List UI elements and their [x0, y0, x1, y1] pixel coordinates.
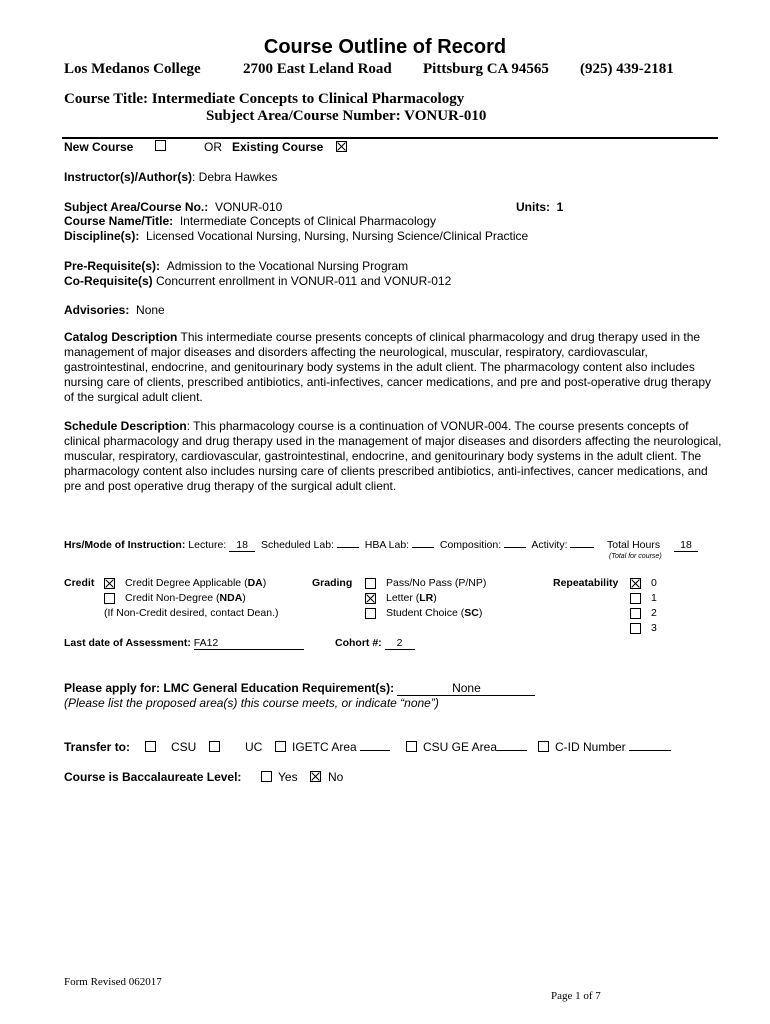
repeat-2-label: 2: [651, 607, 657, 619]
units-value: 1: [556, 200, 564, 214]
composition-label: Composition:: [439, 539, 502, 551]
advisories-label: Advisories:: [64, 303, 130, 317]
ge-note: (Please list the proposed area(s) this course meets, or indicate “none”): [64, 696, 439, 710]
cohort-label: Cohort #:: [335, 637, 382, 649]
total-hours-note: (Total for course): [609, 553, 662, 560]
activity-label: Activity:: [531, 539, 568, 551]
repeat-0-label: 0: [651, 577, 657, 589]
hours-label: Hrs/Mode of Instruction:: [64, 539, 186, 551]
course-name-value: Intermediate Concepts of Clinical Pharmacology: [179, 214, 436, 228]
instructor-value: : Debra Hawkes: [192, 170, 278, 184]
schedule-label: Schedule Description: [64, 419, 187, 433]
advisories-value: None: [136, 303, 165, 317]
transfer-csuge-label: CSU GE Area: [423, 740, 498, 754]
grading-letter-label: Letter (LR): [386, 592, 437, 604]
cohort-value[interactable]: 2: [385, 638, 415, 650]
grading-pnp-checkbox[interactable]: [365, 578, 376, 589]
existing-course-label: Existing Course: [232, 140, 324, 154]
transfer-csu-label: CSU: [171, 740, 197, 754]
course-name-label: Course Name/Title:: [64, 214, 174, 228]
coreq-row: [64, 274, 451, 288]
activity-value[interactable]: [570, 547, 594, 548]
transfer-igetc-label: IGETC Area: [292, 740, 357, 754]
credit-da-checkbox[interactable]: [104, 578, 115, 589]
credit-label: Credit: [64, 577, 95, 589]
transfer-cid-checkbox[interactable]: [538, 741, 549, 752]
hba-lab-value[interactable]: [412, 547, 434, 548]
bacc-label: Course is Baccalaureate Level:: [64, 770, 242, 784]
discipline-label: Discipline(s):: [64, 229, 140, 243]
college-phone: (925) 439-2181: [580, 61, 674, 77]
college-name: Los Medanos College: [64, 61, 201, 77]
cohort-row: [335, 637, 415, 650]
assessment-row: [64, 637, 304, 650]
coreq-label: Co-Requisite(s): [64, 274, 153, 288]
header-rule: [62, 137, 718, 139]
assessment-value[interactable]: FA12: [194, 638, 304, 650]
transfer-uc-checkbox[interactable]: [209, 741, 220, 752]
grading-letter-checkbox[interactable]: [365, 593, 376, 604]
discipline-value: Licensed Vocational Nursing, Nursing, Nursing Science/Clinical Practice: [146, 229, 529, 243]
credit-nda-checkbox[interactable]: [104, 593, 115, 604]
igetc-area-input[interactable]: [360, 750, 390, 751]
cid-number-input[interactable]: [629, 750, 671, 751]
bacc-no-label: No: [328, 770, 344, 784]
sched-lab-label: Scheduled Lab:: [260, 539, 334, 551]
transfer-igetc-row: [292, 740, 390, 754]
schedule-text: : This pharmacology course is a continuation of VONUR-004. The course presents concepts of clinical pharmacology and drug therapy used in the management of major diseases and disorders affecting the neurological, muscular, respiratory, cardiovascular, gastrointestinal, endocrine, and genitourinary body systems in the adult client. The pharmacology content also includes nursing care of clients prescribed antibiotics, anti-infectives, cancer medications, and pre and post operative drug therapy of the surgical adult client.: [64, 419, 722, 493]
transfer-igetc-checkbox[interactable]: [275, 741, 286, 752]
course-title-line: Course Title: Intermediate Concepts to Clinical Pharmacology: [64, 91, 465, 107]
transfer-uc-label: UC: [245, 740, 263, 754]
sched-lab-value[interactable]: [337, 547, 359, 548]
transfer-label: Transfer to:: [64, 740, 131, 754]
repeat-0-checkbox[interactable]: [630, 578, 641, 589]
subject-line: Subject Area/Course Number: VONUR-010: [206, 108, 487, 124]
catalog-label: Catalog Description: [64, 330, 178, 344]
subject-no-value: VONUR-010: [214, 200, 283, 214]
repeat-2-checkbox[interactable]: [630, 608, 641, 619]
prereq-label: Pre-Requisite(s):: [64, 259, 161, 273]
bacc-yes-label: Yes: [278, 770, 298, 784]
total-hours-value[interactable]: 18: [674, 540, 698, 552]
transfer-csuge-row: [423, 740, 527, 754]
credit-da-label: Credit Degree Applicable (DA): [125, 577, 267, 589]
transfer-cid-label: C-ID Number: [555, 740, 626, 754]
hours-row: [64, 539, 594, 552]
college-address: 2700 East Leland Road: [243, 61, 392, 77]
grading-label: Grading: [312, 577, 353, 589]
bacc-yes-checkbox[interactable]: [261, 771, 272, 782]
college-city: Pittsburg CA 94565: [423, 61, 549, 77]
grading-sc-label: Student Choice (SC): [386, 607, 483, 619]
csuge-area-input[interactable]: [497, 750, 527, 751]
repeat-1-checkbox[interactable]: [630, 593, 641, 604]
repeat-3-checkbox[interactable]: [630, 623, 641, 634]
form-revised: Form Revised 062017: [64, 976, 162, 988]
subject-no-label: Subject Area/Course No.:: [64, 200, 209, 214]
prereq-row: [64, 259, 408, 273]
or-label: OR: [204, 140, 222, 154]
advisories-row: [64, 303, 165, 317]
coreq-value: Concurrent enrollment in VONUR-011 and VONUR-012: [156, 274, 452, 288]
catalog-description: [64, 330, 724, 405]
grading-pnp-label: Pass/No Pass (P/NP): [386, 577, 487, 589]
new-course-checkbox[interactable]: [155, 140, 166, 151]
new-course-label: New Course: [64, 140, 134, 154]
hba-lab-label: HBA Lab:: [364, 539, 410, 551]
repeatability-label: Repeatability: [553, 577, 619, 589]
repeat-1-label: 1: [651, 592, 657, 604]
ge-value[interactable]: None: [397, 681, 535, 696]
page-number: Page 1 of 7: [551, 990, 601, 1002]
total-hours-label: Total Hours: [607, 539, 661, 551]
credit-nda-label: Credit Non-Degree (NDA): [125, 592, 246, 604]
existing-course-checkbox[interactable]: [336, 141, 347, 152]
transfer-csu-checkbox[interactable]: [145, 741, 156, 752]
schedule-description: [64, 419, 724, 494]
credit-note: (If Non-Credit desired, contact Dean.): [104, 607, 279, 619]
discipline-row: [64, 229, 528, 243]
units-row: [516, 200, 563, 214]
subject-no-row: [64, 200, 282, 214]
page-title: Course Outline of Record: [263, 36, 507, 58]
lecture-label: Lecture:: [188, 539, 227, 551]
ge-label: Please apply for: LMC General Education Requirement(s):: [64, 681, 395, 695]
assessment-label: Last date of Assessment:: [64, 637, 191, 649]
course-name-row: [64, 214, 436, 228]
transfer-cid-row: [555, 740, 671, 754]
catalog-text: This intermediate course presents concepts of clinical pharmacology and drug therapy used in the management of major diseases and disorders affecting the neurological, muscular, respiratory, cardiovascular, gastrointestinal, endocrine, and genitourinary body systems in the adult client. The pharmacology content also includes nursing care of clients, prescribed antibiotics, anti-infectives, cancer medications, and pre and post-operative drug therapy of the surgical adult client.: [64, 330, 712, 404]
repeat-3-label: 3: [651, 622, 657, 634]
units-label: Units:: [516, 200, 550, 214]
grading-sc-checkbox[interactable]: [365, 608, 376, 619]
transfer-csuge-checkbox[interactable]: [406, 741, 417, 752]
lecture-hours-value[interactable]: 18: [229, 540, 255, 552]
instructor-row: [64, 170, 277, 184]
bacc-no-checkbox[interactable]: [310, 771, 321, 782]
instructor-label: Instructor(s)/Author(s): [64, 170, 192, 184]
ge-row: [64, 681, 535, 696]
prereq-value: Admission to the Vocational Nursing Program: [166, 259, 409, 273]
composition-value[interactable]: [504, 547, 526, 548]
